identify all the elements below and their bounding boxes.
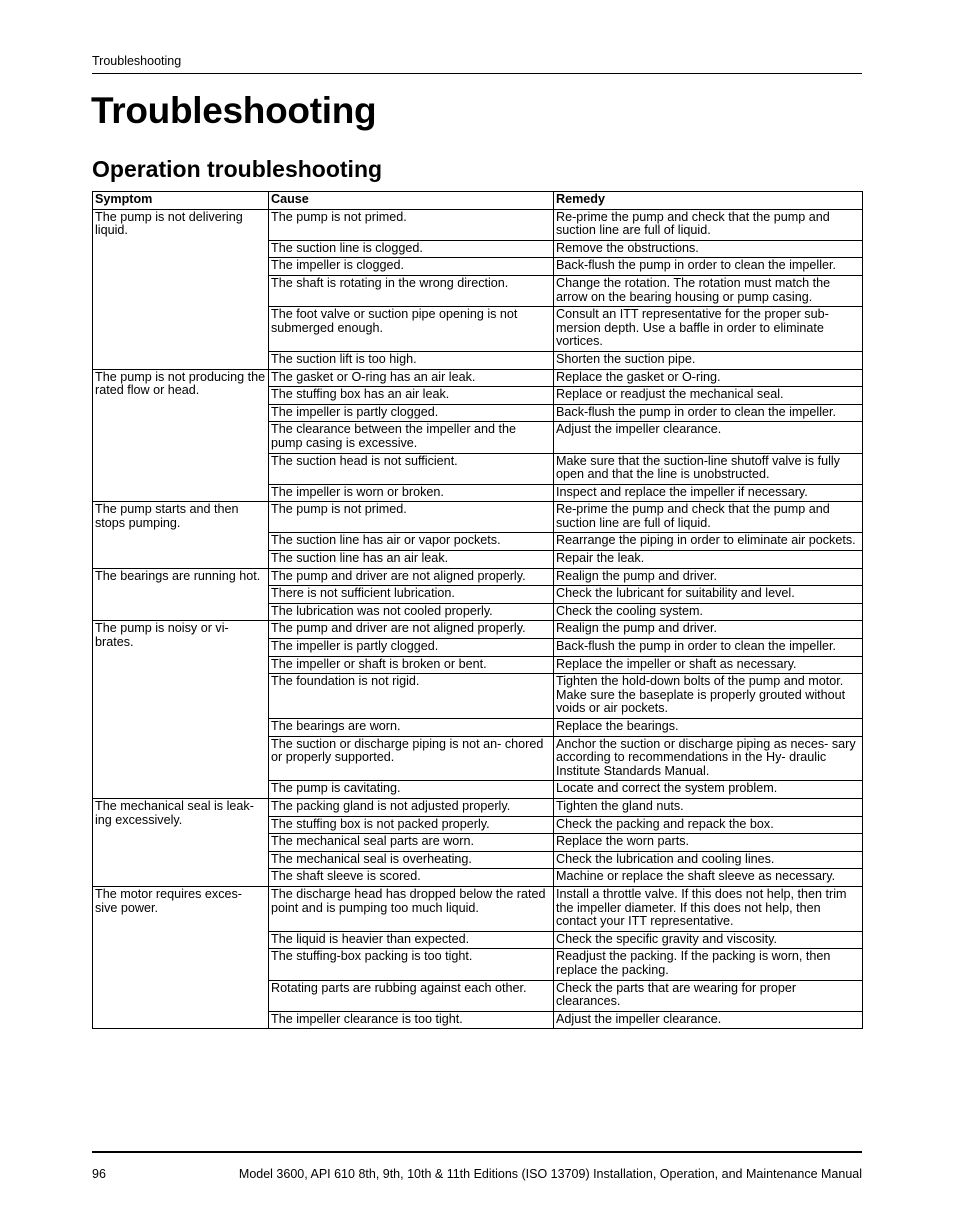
page-title: Troubleshooting [91,90,377,131]
remedy-cell: Anchor the suction or discharge piping as neces- sary according to recommendations in the Hy- draulic Institute Standards Manual. [554,736,863,781]
footer-rule [92,1151,862,1153]
remedy-cell: Check the lubrication and cooling lines. [554,851,863,869]
remedy-cell: Adjust the impeller clearance. [554,422,863,453]
cause-cell: The pump is not primed. [269,209,554,240]
table-header-row [93,192,863,210]
remedy-cell: Rearrange the piping in order to eliminate air pockets. [554,533,863,551]
remedy-cell: Replace the gasket or O-ring. [554,369,863,387]
cause-cell: The stuffing box is not packed properly. [269,816,554,834]
column-header-symptom: Symptom [93,192,269,210]
remedy-cell: Make sure that the suction-line shutoff valve is fully open and that the line is unobstructed. [554,453,863,484]
remedy-cell: Replace the worn parts. [554,834,863,852]
symptom-cell: The pump starts and then stops pumping. [93,502,269,568]
symptom-cell: The pump is noisy or vi- brates. [93,621,269,799]
remedy-cell: Shorten the suction pipe. [554,351,863,369]
remedy-cell: Replace or readjust the mechanical seal. [554,387,863,405]
cause-cell: The suction lift is too high. [269,351,554,369]
remedy-cell: Check the specific gravity and viscosity. [554,931,863,949]
cause-cell: The mechanical seal parts are worn. [269,834,554,852]
symptom-cell: The bearings are running hot. [93,568,269,621]
remedy-cell: Consult an ITT representative for the proper sub- mersion depth. Use a baffle in order to eliminate vortices. [554,307,863,352]
cause-cell: The pump is cavitating. [269,781,554,799]
cause-cell: There is not sufficient lubrication. [269,586,554,604]
remedy-cell: Realign the pump and driver. [554,568,863,586]
symptom-cell: The mechanical seal is leak- ing excessively. [93,798,269,886]
table-row [93,886,863,931]
cause-cell: The impeller is clogged. [269,258,554,276]
section-title: Operation troubleshooting [92,156,383,182]
cause-cell: The gasket or O-ring has an air leak. [269,369,554,387]
table-row [93,502,863,533]
symptom-cell: The pump is not producing the rated flow or head. [93,369,269,502]
remedy-cell: Check the cooling system. [554,603,863,621]
column-header-cause: Cause [269,192,554,210]
cause-cell: Rotating parts are rubbing against each other. [269,980,554,1011]
cause-cell: The suction line has an air leak. [269,551,554,569]
remedy-cell: Replace the impeller or shaft as necessary. [554,656,863,674]
remedy-cell: Repair the leak. [554,551,863,569]
cause-cell: The pump and driver are not aligned properly. [269,621,554,639]
remedy-cell: Inspect and replace the impeller if necessary. [554,484,863,502]
remedy-cell: Readjust the packing. If the packing is worn, then replace the packing. [554,949,863,980]
cause-cell: The impeller clearance is too tight. [269,1011,554,1029]
cause-cell: The impeller is partly clogged. [269,404,554,422]
cause-cell: The shaft sleeve is scored. [269,869,554,887]
header-rule [92,73,862,74]
cause-cell: The stuffing box has an air leak. [269,387,554,405]
remedy-cell: Check the parts that are wearing for proper clearances. [554,980,863,1011]
running-head: Troubleshooting [92,54,182,68]
cause-cell: The liquid is heavier than expected. [269,931,554,949]
symptom-cell: The pump is not delivering liquid. [93,209,269,369]
cause-cell: The pump and driver are not aligned properly. [269,568,554,586]
table-row [93,798,863,816]
cause-cell: The suction line is clogged. [269,240,554,258]
cause-cell: The foundation is not rigid. [269,674,554,719]
remedy-cell: Realign the pump and driver. [554,621,863,639]
column-header-remedy: Remedy [554,192,863,210]
remedy-cell: Install a throttle valve. If this does not help, then trim the impeller diameter. If this does not help, then contact your ITT representative. [554,886,863,931]
table-body [93,209,863,1029]
page-number: 96 [92,1167,106,1181]
table-row [93,568,863,586]
remedy-cell: Change the rotation. The rotation must match the arrow on the bearing housing or pump casing. [554,275,863,306]
remedy-cell: Replace the bearings. [554,719,863,737]
cause-cell: The impeller is partly clogged. [269,639,554,657]
remedy-cell: Tighten the gland nuts. [554,798,863,816]
remedy-cell: Remove the obstructions. [554,240,863,258]
remedy-cell: Back-flush the pump in order to clean the impeller. [554,639,863,657]
manual-title: Model 3600, API 610 8th, 9th, 10th & 11th Editions (ISO 13709) Installation, Operation, and Maintenance Manual [238,1167,862,1181]
remedy-cell: Back-flush the pump in order to clean the impeller. [554,258,863,276]
cause-cell: The suction or discharge piping is not an- chored or properly supported. [269,736,554,781]
cause-cell: The discharge head has dropped below the rated point and is pumping too much liquid. [269,886,554,931]
remedy-cell: Adjust the impeller clearance. [554,1011,863,1029]
remedy-cell: Re-prime the pump and check that the pump and suction line are full of liquid. [554,209,863,240]
cause-cell: The shaft is rotating in the wrong direction. [269,275,554,306]
cause-cell: The clearance between the impeller and the pump casing is excessive. [269,422,554,453]
cause-cell: The lubrication was not cooled properly. [269,603,554,621]
remedy-cell: Tighten the hold-down bolts of the pump and motor. Make sure the baseplate is properly grouted without voids or air pockets. [554,674,863,719]
table-row [93,621,863,639]
symptom-cell: The motor requires exces- sive power. [93,886,269,1028]
table-row [93,209,863,240]
troubleshooting-table [92,191,863,1029]
cause-cell: The impeller is worn or broken. [269,484,554,502]
cause-cell: The impeller or shaft is broken or bent. [269,656,554,674]
remedy-cell: Re-prime the pump and check that the pump and suction line are full of liquid. [554,502,863,533]
cause-cell: The foot valve or suction pipe opening is not submerged enough. [269,307,554,352]
cause-cell: The suction head is not sufficient. [269,453,554,484]
cause-cell: The suction line has air or vapor pockets. [269,533,554,551]
cause-cell: The mechanical seal is overheating. [269,851,554,869]
cause-cell: The packing gland is not adjusted properly. [269,798,554,816]
cause-cell: The pump is not primed. [269,502,554,533]
remedy-cell: Machine or replace the shaft sleeve as necessary. [554,869,863,887]
table-row [93,369,863,387]
remedy-cell: Check the packing and repack the box. [554,816,863,834]
remedy-cell: Check the lubricant for suitability and level. [554,586,863,604]
remedy-cell: Locate and correct the system problem. [554,781,863,799]
cause-cell: The bearings are worn. [269,719,554,737]
cause-cell: The stuffing-box packing is too tight. [269,949,554,980]
remedy-cell: Back-flush the pump in order to clean the impeller. [554,404,863,422]
